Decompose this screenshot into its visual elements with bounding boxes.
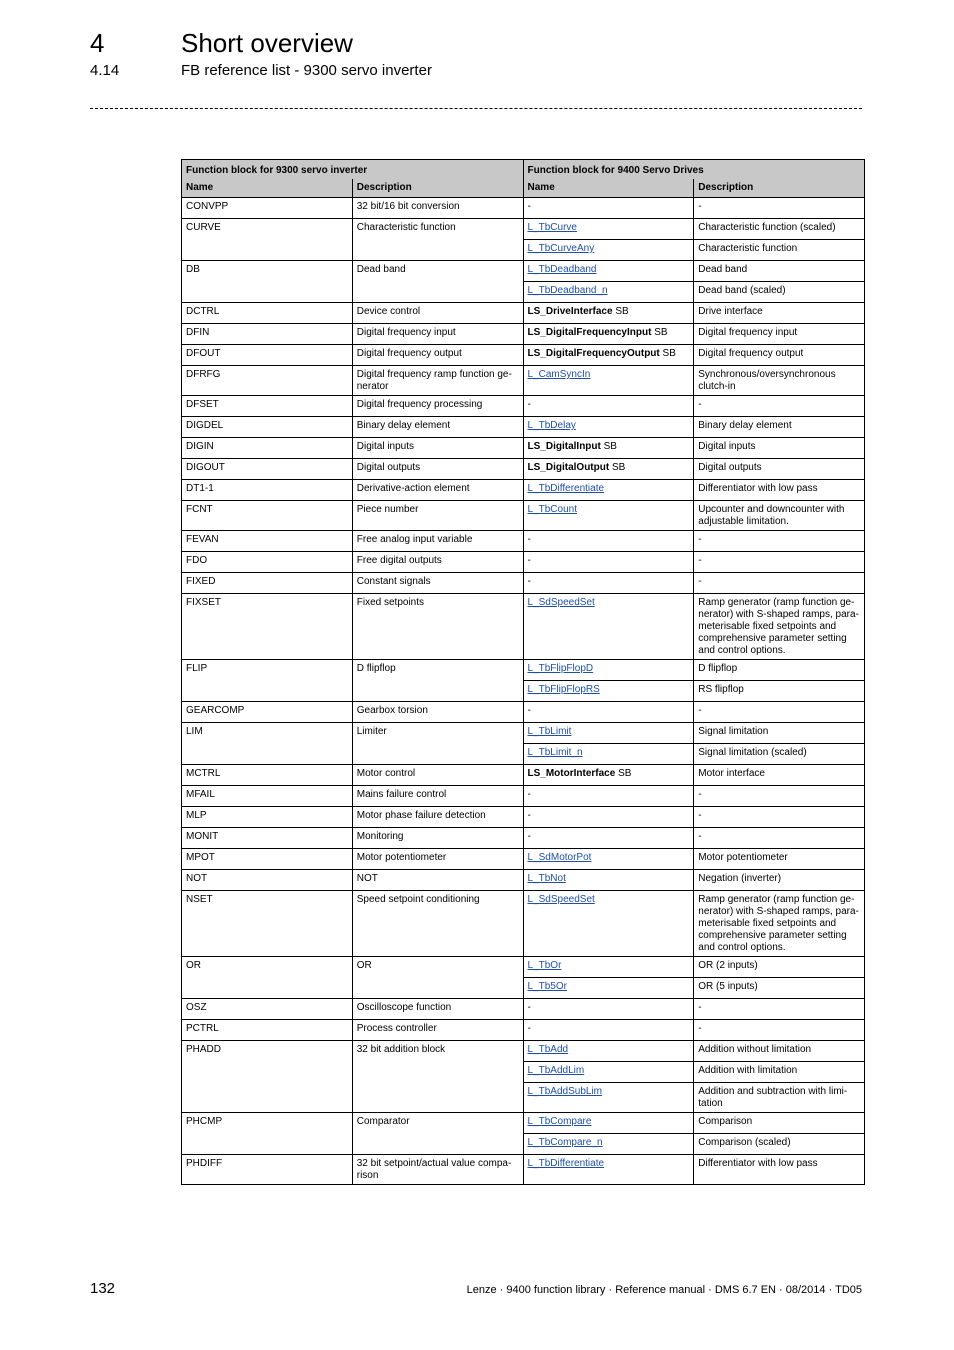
fb-description-9400: Digital frequency input xyxy=(694,324,865,345)
fb-name-9300: DIGOUT xyxy=(182,459,353,480)
fb-link[interactable]: L_Tb5Or xyxy=(527,981,567,992)
fb-description-9300: Device control xyxy=(352,303,523,324)
table-row xyxy=(182,849,865,870)
fb-description-9400: - xyxy=(694,552,865,573)
system-block-suffix: SB xyxy=(654,327,668,338)
fb-name-9400-cell xyxy=(523,744,694,765)
fb-description-9300: Free analog input variable xyxy=(352,531,523,552)
system-block-name: LS_DigitalInput xyxy=(527,441,601,452)
table-row xyxy=(182,480,865,501)
fb-description-9400: Addition without limitation xyxy=(694,1041,865,1062)
system-block-suffix: SB xyxy=(618,768,632,779)
fb-name-9300: PCTRL xyxy=(182,1020,353,1041)
fb-name-9400-cell xyxy=(523,1062,694,1083)
fb-name-9300: CONVPP xyxy=(182,198,353,219)
table-row xyxy=(182,198,865,219)
chapter-title: Short overview xyxy=(181,28,353,58)
fb-description-9400: - xyxy=(694,786,865,807)
fb-name-9300: MONIT xyxy=(182,828,353,849)
fb-name-9400-cell xyxy=(523,891,694,957)
fb-description-9400: - xyxy=(694,1020,865,1041)
fb-name-9400-cell xyxy=(523,723,694,744)
table-row xyxy=(182,366,865,396)
fb-name-9300: FIXSET xyxy=(182,594,353,660)
fb-name-9300: MCTRL xyxy=(182,765,353,786)
fb-name-9300: OR xyxy=(182,957,353,999)
fb-name-9400-cell xyxy=(523,480,694,501)
column-header-name: Name xyxy=(182,179,353,198)
fb-name-9400-cell: - xyxy=(523,807,694,828)
table-row xyxy=(182,702,865,723)
fb-description-9400: Differentiator with low pass xyxy=(694,480,865,501)
fb-name-9400-cell xyxy=(523,1041,694,1062)
column-header-name-9400: Name xyxy=(523,179,694,198)
footer-doc-info: Lenze · 9400 function library · Reference manual · DMS 6.7 EN · 08/2014 · TD05 xyxy=(466,1284,862,1296)
fb-description-9300: Digital frequency processing xyxy=(352,396,523,417)
fb-name-9300: DIGIN xyxy=(182,438,353,459)
fb-description-9300: Dead band xyxy=(352,261,523,303)
table-row xyxy=(182,261,865,282)
fb-description-9400: Comparison (scaled) xyxy=(694,1134,865,1155)
fb-description-9300: Derivative-action element xyxy=(352,480,523,501)
fb-name-9400-cell: - xyxy=(523,999,694,1020)
table-row xyxy=(182,1113,865,1134)
table-row xyxy=(182,345,865,366)
fb-name-9400-cell: - xyxy=(523,552,694,573)
fb-description-9400: Drive interface xyxy=(694,303,865,324)
fb-description-9400: - xyxy=(694,531,865,552)
fb-description-9400: Binary delay element xyxy=(694,417,865,438)
fb-link[interactable]: L_TbFlipFlopRS xyxy=(527,684,600,695)
fb-link[interactable]: L_TbAddSubLim xyxy=(527,1086,603,1097)
system-block-suffix: SB xyxy=(615,306,629,317)
fb-name-9400-cell xyxy=(523,303,694,324)
fb-name-9300: MLP xyxy=(182,807,353,828)
fb-name-9400-cell xyxy=(523,978,694,999)
fb-link[interactable]: L_TbFlipFlopD xyxy=(527,663,594,674)
fb-description-9300: NOT xyxy=(352,870,523,891)
fb-name-9300: OSZ xyxy=(182,999,353,1020)
fb-name-9400-cell: - xyxy=(523,828,694,849)
fb-name-9400-cell: - xyxy=(523,198,694,219)
fb-description-9400: Characteristic function xyxy=(694,240,865,261)
fb-name-9300: DT1-1 xyxy=(182,480,353,501)
fb-name-9300: DFSET xyxy=(182,396,353,417)
fb-description-9300: Gearbox torsion xyxy=(352,702,523,723)
fb-description-9400: Upcounter and downcounter with adjustable limitation. xyxy=(694,501,865,531)
fb-description-9300: Motor control xyxy=(352,765,523,786)
fb-name-9300: NSET xyxy=(182,891,353,957)
fb-description-9400: Signal limitation xyxy=(694,723,865,744)
table-row xyxy=(182,870,865,891)
fb-link[interactable]: L_TbDeadband xyxy=(527,264,597,275)
table-row xyxy=(182,501,865,531)
fb-link[interactable]: L_TbCount xyxy=(527,504,577,515)
table-row xyxy=(182,324,865,345)
table-row xyxy=(182,786,865,807)
fb-description-9300: Monitoring xyxy=(352,828,523,849)
fb-description-9300: Digital frequency input xyxy=(352,324,523,345)
fb-link[interactable]: L_TbCompare_n xyxy=(527,1137,603,1148)
fb-name-9300: MPOT xyxy=(182,849,353,870)
fb-name-9400-cell: - xyxy=(523,786,694,807)
fb-description-9400: Ramp generator (ramp function ge-nerator) with S-shaped ramps, para-meterisable fixed setpoints and comprehensive parameter setting and control options. xyxy=(694,594,865,660)
fb-link[interactable]: L_TbNot xyxy=(527,873,566,884)
fb-name-9400-cell xyxy=(523,501,694,531)
header-divider xyxy=(90,108,862,109)
fb-description-9300: Motor potentiometer xyxy=(352,849,523,870)
fb-description-9300: 32 bit/16 bit conversion xyxy=(352,198,523,219)
fb-name-9400-cell xyxy=(523,438,694,459)
fb-description-9400: OR (2 inputs) xyxy=(694,957,865,978)
fb-link[interactable]: L_TbAdd xyxy=(527,1044,569,1055)
table-row xyxy=(182,303,865,324)
column-header-description: Description xyxy=(352,179,523,198)
fb-name-9400-cell xyxy=(523,282,694,303)
fb-name-9400-cell xyxy=(523,1155,694,1185)
fb-name-9400-cell: - xyxy=(523,1020,694,1041)
fb-name-9300: FCNT xyxy=(182,501,353,531)
fb-name-9300: FDO xyxy=(182,552,353,573)
table-row xyxy=(182,219,865,240)
fb-link[interactable]: L_SdSpeedSet xyxy=(527,894,595,905)
fb-description-9300: Piece number xyxy=(352,501,523,531)
fb-description-9400: Characteristic function (scaled) xyxy=(694,219,865,240)
fb-name-9400-cell xyxy=(523,660,694,681)
fb-link[interactable]: L_TbDeadband_n xyxy=(527,285,608,296)
fb-name-9400-cell xyxy=(523,324,694,345)
fb-description-9400: Motor interface xyxy=(694,765,865,786)
fb-description-9400: Ramp generator (ramp function ge-nerator) with S-shaped ramps, para-meterisable fixed setpoints and comprehensive parameter setting and control options. xyxy=(694,891,865,957)
fb-description-9300: Mains failure control xyxy=(352,786,523,807)
fb-description-9400: - xyxy=(694,999,865,1020)
table-row xyxy=(182,552,865,573)
fb-name-9300: DFIN xyxy=(182,324,353,345)
fb-description-9300: Speed setpoint conditioning xyxy=(352,891,523,957)
fb-description-9300: Limiter xyxy=(352,723,523,765)
fb-name-9400-cell xyxy=(523,417,694,438)
fb-reference-table xyxy=(181,159,865,1185)
table-row xyxy=(182,438,865,459)
fb-name-9400-cell xyxy=(523,240,694,261)
system-block-name: LS_DigitalFrequencyInput xyxy=(527,327,652,338)
fb-description-9300: Oscilloscope function xyxy=(352,999,523,1020)
fb-name-9300: MFAIL xyxy=(182,786,353,807)
fb-description-9300: OR xyxy=(352,957,523,999)
fb-description-9400: Addition with limitation xyxy=(694,1062,865,1083)
table-row xyxy=(182,765,865,786)
system-block-suffix: SB xyxy=(662,348,676,359)
table-row xyxy=(182,1041,865,1062)
fb-link[interactable]: L_CamSyncIn xyxy=(527,369,591,380)
fb-description-9300: Fixed setpoints xyxy=(352,594,523,660)
fb-link[interactable]: L_SdMotorPot xyxy=(527,852,592,863)
fb-description-9400: - xyxy=(694,828,865,849)
fb-description-9300: Digital inputs xyxy=(352,438,523,459)
system-block-suffix: SB xyxy=(603,441,617,452)
fb-description-9300: Motor phase failure detection xyxy=(352,807,523,828)
fb-description-9400: Digital frequency output xyxy=(694,345,865,366)
fb-description-9300: Binary delay element xyxy=(352,417,523,438)
fb-name-9400-cell xyxy=(523,459,694,480)
fb-name-9300: PHADD xyxy=(182,1041,353,1113)
fb-link[interactable]: L_TbOr xyxy=(527,960,562,971)
section-title: FB reference list - 9300 servo inverter xyxy=(181,62,432,79)
system-block-name: LS_DigitalFrequencyOutput xyxy=(527,348,660,359)
fb-name-9400-cell: - xyxy=(523,396,694,417)
fb-name-9300: GEARCOMP xyxy=(182,702,353,723)
fb-link[interactable]: L_SdSpeedSet xyxy=(527,597,595,608)
fb-name-9300: DFOUT xyxy=(182,345,353,366)
fb-name-9300: DB xyxy=(182,261,353,303)
group-header-9300: Function block for 9300 servo inverter xyxy=(182,160,524,180)
fb-description-9300: Constant signals xyxy=(352,573,523,594)
fb-description-9400: Motor potentiometer xyxy=(694,849,865,870)
system-block-name: LS_DriveInterface xyxy=(527,306,613,317)
page-number: 132 xyxy=(90,1280,116,1297)
system-block-name: LS_DigitalOutput xyxy=(527,462,610,473)
fb-name-9400-cell: - xyxy=(523,573,694,594)
chapter-number: 4 xyxy=(90,28,105,58)
fb-name-9400-cell: - xyxy=(523,702,694,723)
fb-name-9300: DIGDEL xyxy=(182,417,353,438)
fb-description-9400: OR (5 inputs) xyxy=(694,978,865,999)
fb-link[interactable]: L_TbCurve xyxy=(527,222,577,233)
fb-link[interactable]: L_TbLimit_n xyxy=(527,747,583,758)
fb-description-9400: - xyxy=(694,702,865,723)
table-row xyxy=(182,828,865,849)
fb-link[interactable]: L_TbCompare xyxy=(527,1116,592,1127)
fb-name-9300: PHDIFF xyxy=(182,1155,353,1185)
fb-description-9400: Digital inputs xyxy=(694,438,865,459)
fb-link[interactable]: L_TbCurveAny xyxy=(527,243,595,254)
fb-description-9300: Digital frequency ramp function ge-nerator xyxy=(352,366,523,396)
fb-name-9400-cell xyxy=(523,870,694,891)
fb-name-9300: FLIP xyxy=(182,660,353,702)
fb-description-9400: Dead band (scaled) xyxy=(694,282,865,303)
fb-name-9300: PHCMP xyxy=(182,1113,353,1155)
fb-name-9300: LIM xyxy=(182,723,353,765)
fb-description-9300: Digital outputs xyxy=(352,459,523,480)
table-row xyxy=(182,807,865,828)
table-row xyxy=(182,531,865,552)
fb-name-9300: DFRFG xyxy=(182,366,353,396)
fb-description-9400: Signal limitation (scaled) xyxy=(694,744,865,765)
table-row xyxy=(182,417,865,438)
fb-link[interactable]: L_TbLimit xyxy=(527,726,572,737)
fb-description-9400: Digital outputs xyxy=(694,459,865,480)
fb-description-9400: - xyxy=(694,198,865,219)
table-row xyxy=(182,573,865,594)
table-row xyxy=(182,723,865,744)
fb-link[interactable]: L_TbDifferentiate xyxy=(527,483,605,494)
fb-link[interactable]: L_TbDelay xyxy=(527,420,576,431)
fb-description-9400: Synchronous/oversynchronous clutch-in xyxy=(694,366,865,396)
fb-description-9300: Characteristic function xyxy=(352,219,523,261)
column-header-description-9400: Description xyxy=(694,179,865,198)
table-row xyxy=(182,1155,865,1185)
fb-name-9400-cell xyxy=(523,1113,694,1134)
table-row xyxy=(182,957,865,978)
table-row xyxy=(182,1020,865,1041)
system-block-name: LS_MotorInterface xyxy=(527,768,616,779)
fb-name-9400-cell: - xyxy=(523,531,694,552)
fb-name-9400-cell xyxy=(523,594,694,660)
fb-name-9400-cell xyxy=(523,681,694,702)
fb-name-9400-cell xyxy=(523,261,694,282)
fb-name-9400-cell xyxy=(523,1134,694,1155)
fb-name-9400-cell xyxy=(523,345,694,366)
fb-description-9400: - xyxy=(694,396,865,417)
fb-description-9400: Negation (inverter) xyxy=(694,870,865,891)
fb-name-9400-cell xyxy=(523,765,694,786)
table-row xyxy=(182,594,865,660)
table-row xyxy=(182,396,865,417)
fb-name-9300: FIXED xyxy=(182,573,353,594)
fb-description-9400: - xyxy=(694,573,865,594)
system-block-suffix: SB xyxy=(611,462,626,473)
fb-description-9300: D flipflop xyxy=(352,660,523,702)
table-row xyxy=(182,891,865,957)
fb-description-9400: Dead band xyxy=(694,261,865,282)
fb-description-9300: 32 bit setpoint/actual value compa-rison xyxy=(352,1155,523,1185)
fb-description-9400: RS flipflop xyxy=(694,681,865,702)
group-header-9400: Function block for 9400 Servo Drives xyxy=(523,160,865,180)
fb-name-9300: FEVAN xyxy=(182,531,353,552)
fb-name-9300: CURVE xyxy=(182,219,353,261)
fb-description-9400: Comparison xyxy=(694,1113,865,1134)
fb-name-9400-cell xyxy=(523,366,694,396)
fb-name-9400-cell xyxy=(523,219,694,240)
table-row xyxy=(182,660,865,681)
fb-name-9400-cell xyxy=(523,957,694,978)
fb-name-9300: DCTRL xyxy=(182,303,353,324)
fb-description-9300: 32 bit addition block xyxy=(352,1041,523,1113)
fb-description-9300: Process controller xyxy=(352,1020,523,1041)
table-row xyxy=(182,459,865,480)
table-row xyxy=(182,999,865,1020)
fb-link[interactable]: L_TbDifferentiate xyxy=(527,1158,605,1169)
fb-name-9300: NOT xyxy=(182,870,353,891)
fb-name-9400-cell xyxy=(523,1083,694,1113)
fb-description-9400: - xyxy=(694,807,865,828)
fb-description-9300: Comparator xyxy=(352,1113,523,1155)
fb-description-9400: D flipflop xyxy=(694,660,865,681)
table-body xyxy=(182,198,865,1185)
fb-description-9400: Differentiator with low pass xyxy=(694,1155,865,1185)
fb-description-9300: Free digital outputs xyxy=(352,552,523,573)
fb-description-9300: Digital frequency output xyxy=(352,345,523,366)
fb-link[interactable]: L_TbAddLim xyxy=(527,1065,585,1076)
section-number: 4.14 xyxy=(90,62,120,79)
fb-description-9400: Addition and subtraction with limi-tation xyxy=(694,1083,865,1113)
fb-name-9400-cell xyxy=(523,849,694,870)
